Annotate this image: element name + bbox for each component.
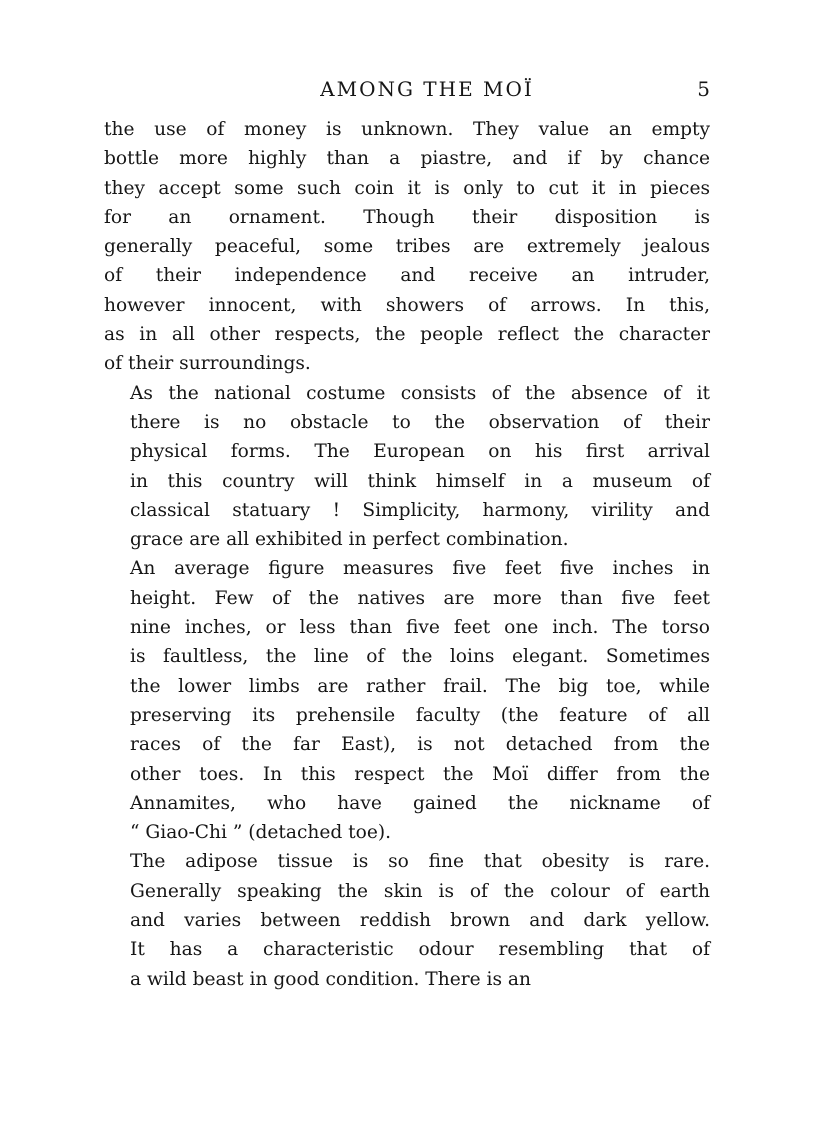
text-line: As the national costume consists of the absence of it	[130, 382, 710, 404]
text-line: classical statuary ! Simplicity, harmony, virility and	[130, 499, 710, 521]
text-line: in this country will think himself in a museum of	[130, 470, 710, 492]
body-text	[104, 115, 710, 994]
text-line: a wild beast in good condition. There is an	[130, 968, 531, 990]
text-line: for an ornament. Though their disposition is	[104, 206, 710, 228]
text-line: other toes. In this respect the Moï differ from the	[130, 763, 710, 785]
text-line: physical forms. The European on his first arrival	[130, 441, 710, 463]
text-line: the lower limbs are rather frail. The big toe, while	[130, 675, 710, 697]
page-header	[104, 74, 710, 104]
text-line: races of the far East), is not detached from the	[130, 734, 710, 756]
text-line: however innocent, with showers of arrows. In this,	[104, 294, 710, 316]
text-line: Generally speaking the skin is of the colour of earth	[130, 880, 710, 902]
text-line: they accept some such coin it is only to cut it in pieces	[104, 177, 710, 199]
running-title: AMONG THE MOÏ	[320, 77, 534, 101]
paragraph	[104, 115, 710, 379]
text-line: and varies between reddish brown and dark yellow.	[130, 910, 710, 932]
text-line: as in all other respects, the people reflect the character	[104, 324, 710, 346]
text-line: It has a characteristic odour resembling that of	[130, 939, 710, 961]
page-number: 5	[697, 77, 710, 101]
text-line: the use of money is unknown. They value an empty	[104, 119, 710, 140]
text-line: nine inches, or less than five feet one inch. The torso	[130, 617, 710, 639]
text-line: height. Few of the natives are more than five feet	[130, 587, 710, 609]
paragraph	[104, 379, 710, 555]
text-line: “ Giao-Chi ” (detached toe).	[130, 822, 392, 844]
text-line: The adipose tissue is so fine that obesity is rare.	[130, 851, 710, 873]
paragraph	[104, 847, 710, 993]
text-line: Annamites, who have gained the nickname of	[130, 792, 710, 814]
text-line: preserving its prehensile faculty (the feature of all	[130, 704, 710, 726]
text-line: there is no obstacle to the observation of their	[130, 411, 710, 433]
text-line: grace are all exhibited in perfect combination.	[130, 529, 569, 551]
paragraph	[104, 554, 710, 847]
text-line: An average figure measures five feet five inches in	[130, 558, 710, 580]
text-line: bottle more highly than a piastre, and if by chance	[104, 148, 710, 170]
text-line: generally peaceful, some tribes are extremely jealous	[104, 236, 710, 258]
text-line: of their surroundings.	[104, 353, 311, 375]
text-line: of their independence and receive an intruder,	[104, 265, 710, 287]
text-line: is faultless, the line of the loins elegant. Sometimes	[130, 646, 710, 668]
